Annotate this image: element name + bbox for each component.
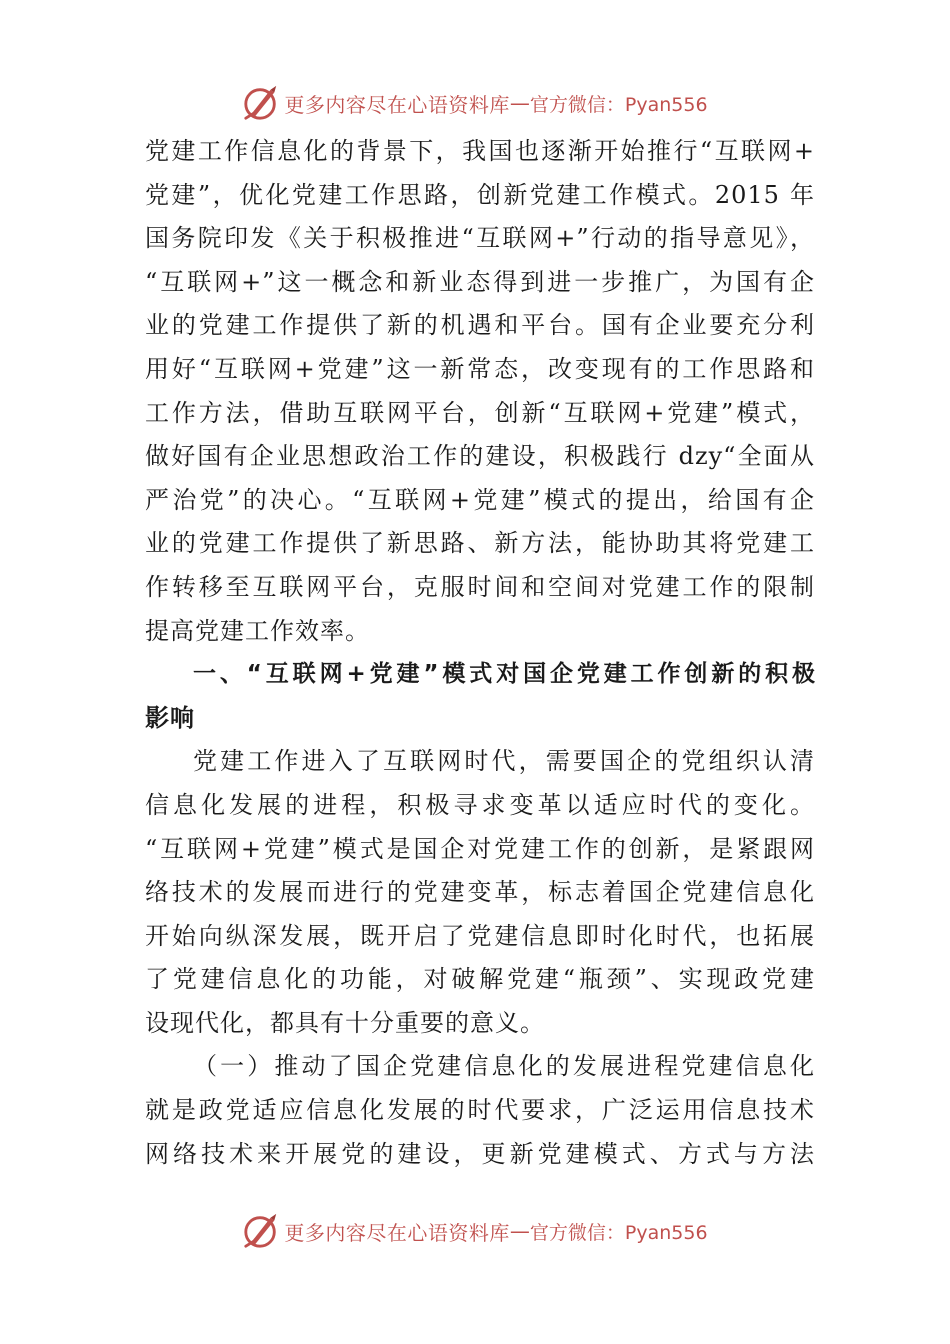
watermark-text: 更多内容尽在心语资料库 [284,92,510,117]
paragraph-line: 提高党建工作效率。 [145,616,370,645]
paragraph-line: 网络技术来开展党的建设，更新党建模式、方式与方法 [145,1139,815,1168]
paragraph-line: 了党建信息化的功能，对破解党建“瓶颈”、实现政党建 [145,965,815,994]
footer-watermark [0,1209,950,1253]
watermark-separator: — [509,91,530,115]
paragraph-line: 工作方法，借助互联网平台，创新“互联网+党建”模式， [145,398,815,427]
paragraph-line: 作转移至互联网平台，克服时间和空间对党建工作的限制 [145,572,815,601]
paragraph-line: （一）推动了国企党建信息化的发展进程党建信息化 [193,1052,815,1081]
paragraph-line: 业的党建工作提供了新思路、新方法，能协助其将党建工 [145,529,815,558]
watermark-contact: 官方微信：Pyan556 [529,1221,708,1244]
paragraph-line: 用好“互联网+党建”这一新常态，改变现有的工作思路和 [145,354,815,383]
paragraph-line: 就是政党适应信息化发展的时代要求，广泛运用信息技术 [145,1096,815,1125]
paragraph-line: 开始向纵深发展，既开启了党建信息即时化时代，也拓展 [145,921,815,950]
header-watermark [0,81,950,125]
paragraph-line: “互联网+党建”模式是国企对党建工作的创新，是紧跟网 [145,834,815,863]
paragraph-line: 国务院印发《关于积极推进“互联网+”行动的指导意见》， [145,224,815,253]
paragraph-line: 络技术的发展而进行的党建变革，标志着国企党建信息化 [145,878,815,907]
paragraph-line: 党建工作进入了互联网时代，需要国企的党组织认清 [193,747,815,776]
quill-pen-logo-icon [242,84,280,122]
paragraph-line: “互联网+”这一概念和新业态得到进一步推广，为国有企 [145,267,815,296]
paragraph-line: 信息化发展的进程，积极寻求变革以适应时代的变化。 [145,790,815,819]
paragraph-line: 设现代化，都具有十分重要的意义。 [145,1008,545,1037]
watermark-contact: 官方微信：Pyan556 [529,93,708,116]
paragraph-line: 党建工作信息化的背景下，我国也逐渐开始推行“互联网+ [145,137,815,165]
section-heading-line: 一、“互联网+党建”模式对国企党建工作创新的积极 [193,661,815,688]
watermark-separator: — [509,1219,530,1243]
watermark-text: 更多内容尽在心语资料库 [284,1220,510,1245]
quill-pen-logo-icon [242,1212,280,1250]
paragraph-line: 严治党”的决心。“互联网+党建”模式的提出，给国有企 [145,485,815,514]
paragraph-line: 做好国有企业思想政治工作的建设，积极践行 dzy“全面从 [145,442,815,471]
paragraph-line: 党建”，优化党建工作思路，创新党建工作模式。2015 年 [145,180,815,209]
paragraph-line: 业的党建工作提供了新的机遇和平台。国有企业要充分利 [145,311,815,340]
section-heading-line: 影响 [145,703,195,732]
document-body [145,130,815,1176]
